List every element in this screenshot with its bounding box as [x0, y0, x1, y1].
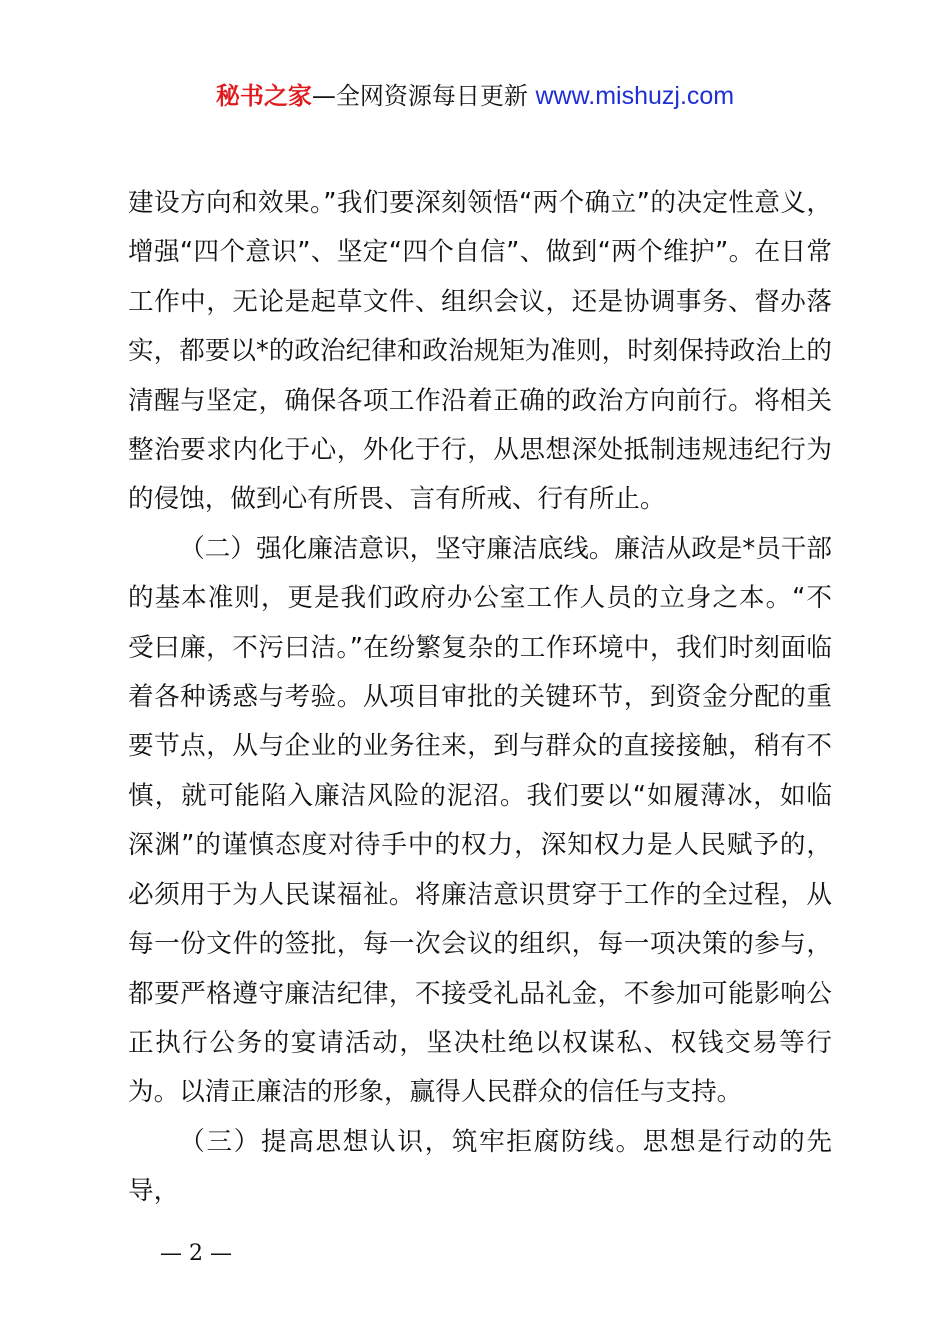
- page-header: [0, 80, 950, 112]
- site-url-link[interactable]: www.mishuzj.com: [535, 82, 735, 110]
- page-number: — 2 —: [160, 1241, 232, 1266]
- header-tagline: —全网资源每日更新: [311, 82, 528, 110]
- paragraph-1: 建设方向和效果。”我们要深刻领悟“两个确立”的决定性意义，增强“四个意识”、坚定“四个自信”、做到“两个维护”。在日常工作中，无论是起草文件、组织会议，还是协调事务、督办落实，都要以*的政治纪律和政治规矩为准则，时刻保持政治上的清醒与坚定，确保各项工作沿着正确的政治方向前行。将相关整治要求内化于心，外化于行，从思想深处抵制违规违纪行为的侵蚀，做到心有所畏、言有所戒、行有所止。: [128, 188, 832, 515]
- paragraph-2: （二）强化廉洁意识，坚守廉洁底线。廉洁从政是*员干部的基本准则，更是我们政府办公室工作人员的立身之本。“不受曰廉，不污曰洁。”在纷繁复杂的工作环境中，我们时刻面临着各种诱惑与考验。从项目审批的关键环节，到资金分配的重要节点，从与企业的业务往来，到与群众的直接接触，稍有不慎，就可能陷入廉洁风险的泥沼。我们要以“如履薄冰，如临深渊”的谨慎态度对待手中的权力，深知权力是人民赋予的，必须用于为人民谋福祉。将廉洁意识贯穿于工作的全过程，从每一份文件的签批，每一次会议的组织，每一项决策的参与，都要严格遵守廉洁纪律，不接受礼品礼金，不参加可能影响公正执行公务的宴请活动，坚决杜绝以权谋私、权钱交易等行为。以清正廉洁的形象，赢得人民群众的信任与支持。: [128, 533, 832, 1108]
- brand-name: 秘书之家: [215, 82, 312, 110]
- document-body: [128, 179, 832, 1217]
- paragraph-3: （三）提高思想认识，筑牢拒腐防线。思想是行动的先导，: [128, 1126, 832, 1207]
